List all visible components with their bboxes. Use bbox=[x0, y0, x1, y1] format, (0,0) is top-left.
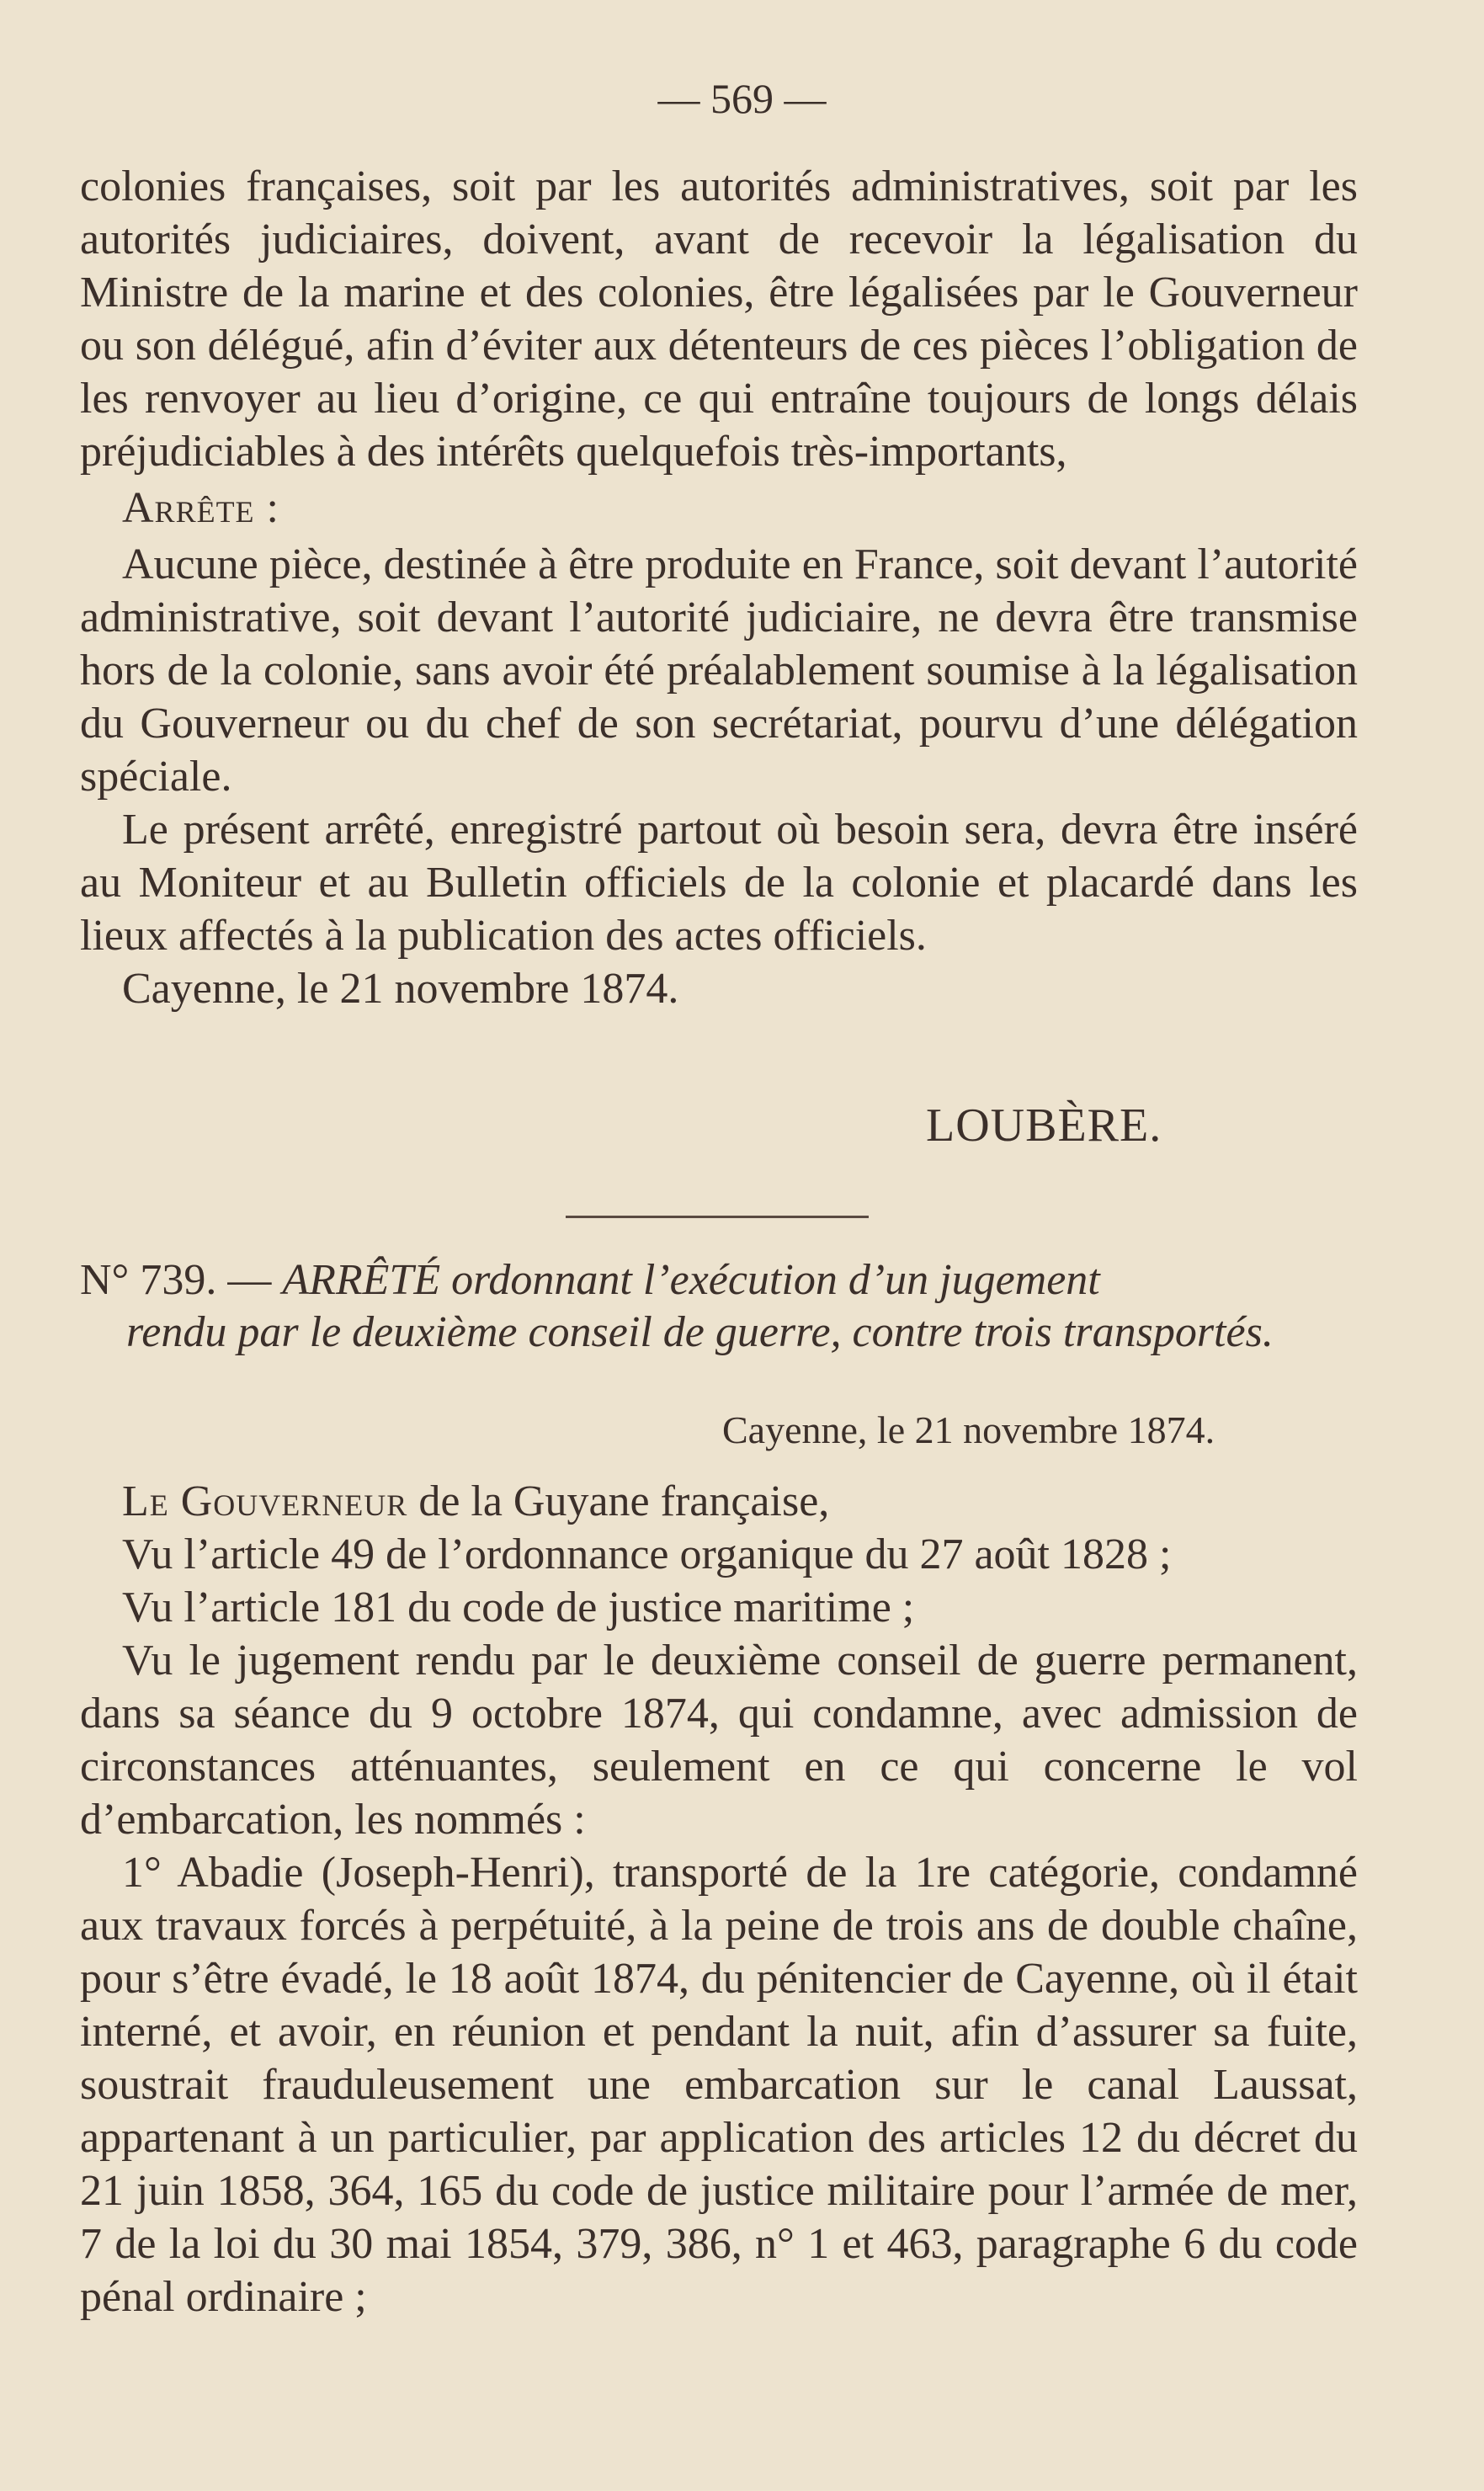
section-1-text bbox=[80, 160, 1358, 1015]
paragraph-article-1: Aucune pièce, destinée à être produite en France, soit devant l’autorité administrative, soit devant l’autorité judiciaire, ne devra être transmise hors de la colonie, sans avoir été préalablement soumise à la légalisation du Gouverneur ou du chef de son secrétariat, pourvu d’une délégation spéciale. bbox=[80, 540, 1358, 801]
paragraph-article-2: Le présent arrêté, enregistré partout où besoin sera, devra être inséré au Moniteur et au Bulletin officiels de la colonie et placardé dans les lieux affectés à la publication des actes officiels. bbox=[80, 806, 1358, 960]
page-number: — 569 — bbox=[657, 75, 827, 122]
arrete-heading: Arrête : bbox=[122, 484, 279, 532]
opening-rest: de la Guyane française, bbox=[407, 1477, 830, 1525]
vu-jugement: Vu le jugement rendu par le deuxième conseil de guerre permanent, dans sa séance du 9 octobre 1874, qui condamne, avec admission de circonstances atténuantes, seulement en ce qui concerne le vol d’embarcation, les nommés : bbox=[80, 1637, 1358, 1844]
paragraph-considerant: colonies françaises, soit par les autorités administratives, soit par les autorités judiciaires, doivent, avant de recevoir la légalisation du Ministre de la marine et des colonies, être légalisées par le Gouverneur ou son délégué, afin d’éviter aux détenteurs de ces pièces l’obligation de les renvoyer au lieu d’origine, ce qui entraîne toujours de longs délais préjudiciables à des intérêts quelquefois très-importants, bbox=[80, 162, 1358, 476]
signature: LOUBÈRE. bbox=[926, 1099, 1162, 1152]
governor-label: Le Gouverneur bbox=[122, 1477, 408, 1525]
decree-title bbox=[80, 1254, 1368, 1359]
opening-line bbox=[80, 1475, 1358, 1528]
item-abadie: 1° Abadie (Joseph-Henri), transporté de la 1re catégorie, condamné aux travaux forcés à perpétuité, à la peine de trois ans de double chaîne, pour s’être évadé, le 18 août 1874, du pénitencier de Cayenne, où il était interné, et avoir, en réunion et pendant la nuit, afin d’assurer sa fuite, soustrait frauduleusement une embarcation sur le canal Laussat, appartenant à un particulier, par application des articles 12 du décret du 21 juin 1858, 364, 165 du code de justice militaire pour l’armée de mer, 7 de la loi du 30 mai 1854, 379, 386, n° 1 et 463, paragraphe 6 du code pénal ordinaire ; bbox=[80, 1849, 1358, 2321]
vu-code: Vu l’article 181 du code de justice maritime ; bbox=[122, 1583, 915, 1631]
vu-ordonnance: Vu l’article 49 de l’ordonnance organique du 27 août 1828 ; bbox=[122, 1530, 1172, 1578]
section-2-text bbox=[80, 1475, 1358, 2323]
place-date: Cayenne, le 21 novembre 1874. bbox=[122, 965, 679, 1013]
section-divider bbox=[566, 1216, 869, 1218]
decree-dateline: Cayenne, le 21 novembre 1874. bbox=[722, 1408, 1215, 1451]
decree-title-line-1: ARRÊTÉ ordonnant l’exécution d’un jugement bbox=[282, 1256, 1100, 1304]
decree-title-line-2: rendu par le deuxième conseil de guerre, contre trois transportés. bbox=[126, 1308, 1274, 1356]
decree-number: N° 739. — bbox=[80, 1256, 272, 1304]
